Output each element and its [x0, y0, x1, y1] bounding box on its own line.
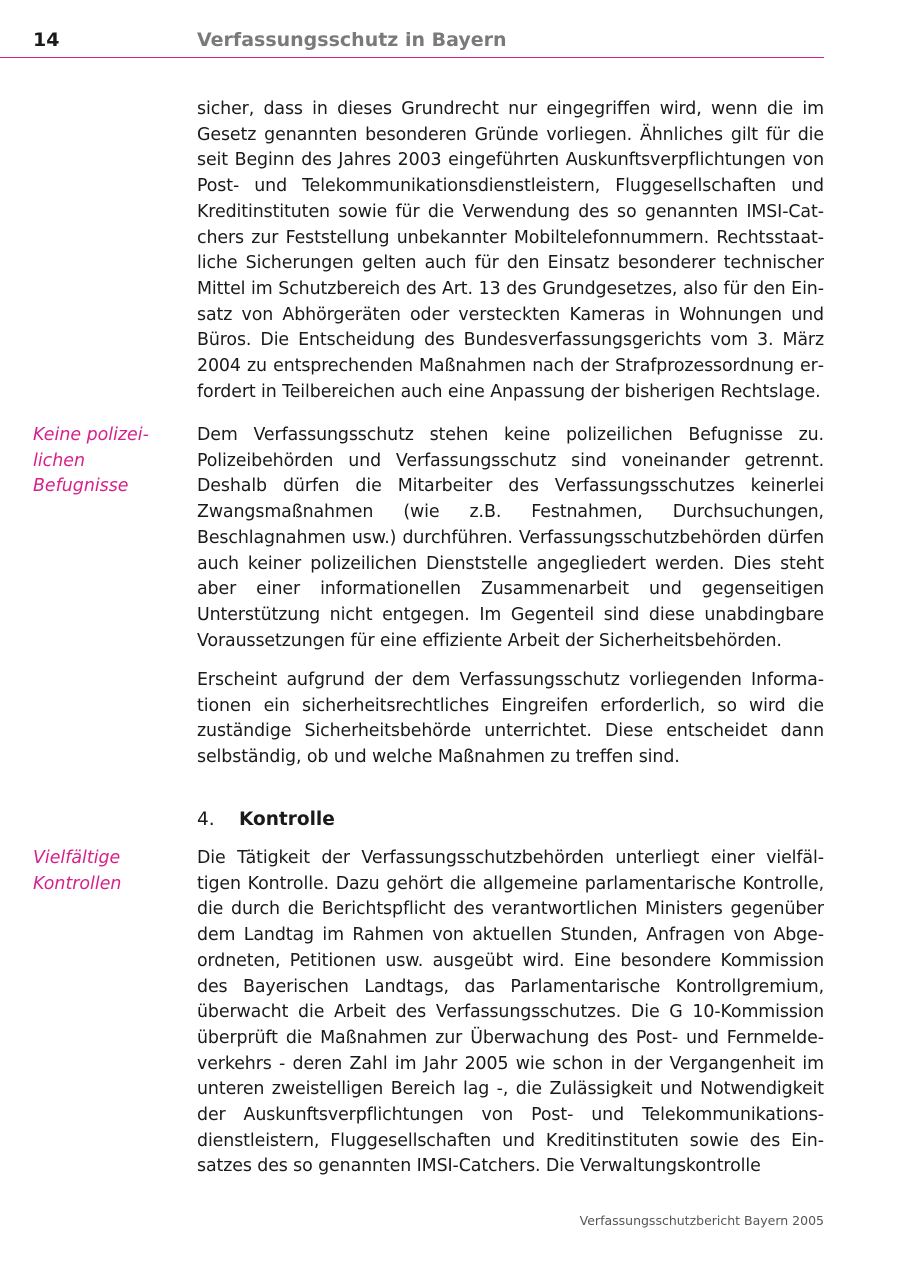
margin-note-line: lichen Befugnisse: [33, 450, 129, 497]
section-heading: [197, 807, 335, 833]
section-number: 4.: [197, 809, 215, 830]
margin-note-befugnisse: [33, 423, 183, 500]
paragraph-zusammenarbeit: Erscheint aufgrund der dem Verfassungsschutz vorliegenden Informationen ein sicherheitsrechtliches Eingreifen erforderlich, so wird die zuständige Sicherheitsbehörde unterrichtet. Diese entscheidet dann selbständig, ob und welche Maßnahmen zu treffen sind.: [197, 670, 824, 768]
margin-note-line: Vielfältige: [33, 848, 121, 868]
running-title: Verfassungsschutz in Bayern: [197, 29, 507, 51]
page-footer: Verfassungsschutzbericht Bayern 2005: [579, 1213, 824, 1228]
section-title: Kontrolle: [239, 809, 335, 830]
header-rule: [0, 57, 824, 58]
paragraph-3-container: [197, 668, 824, 771]
page-header: [0, 0, 900, 60]
margin-note-line: Kontrollen: [33, 873, 122, 894]
page-number: 14: [33, 29, 60, 51]
paragraph-1-container: [197, 97, 824, 405]
margin-note-kontrollen: [33, 846, 183, 897]
paragraph-2-container: [197, 423, 824, 654]
margin-note-line: Keine polizei-: [33, 425, 149, 445]
paragraph-grundrecht: sicher, dass in dieses Grundrecht nur eingegriffen wird, wenn die im Gesetz genannten besonderen Gründe vorliegen. Ähnliches gilt für die seit Beginn des Jahres 2003 eingeführten Auskunftsverpflichtungen von Post- und Telekommunikationsdienstleistern, Fluggesellschaften und Kreditinstituten sowie für die Verwendung des so genannten IMSI-Catchers zur Feststellung unbekannter Mobiltelefonnummern. Rechtsstaatliche Sicherungen gelten auch für den Einsatz besonderer technischer Mittel im Schutzbereich des Art. 13 des Grundgesetzes, also für den Einsatz von Abhörgeräten oder versteckten Kameras in Wohnungen und Büros. Die Entscheidung des Bundesverfassungsgerichts vom 3. März 2004 zu entsprechenden Maßnahmen nach der Strafprozessordnung erfordert in Teilbereichen auch eine Anpassung der bisherigen Rechtslage.: [197, 99, 824, 402]
paragraph-4-container: [197, 846, 824, 1180]
paragraph-kontrolle: Die Tätigkeit der Verfassungsschutzbehörden unterliegt einer vielfältigen Kontrolle. Dazu gehört die allgemeine parlamentarische Kontrolle, die durch die Berichtspflicht des verantwortlichen Ministers gegenüber dem Landtag im Rahmen von aktuellen Stunden, Anfragen von Abgeordneten, Petitionen usw. ausgeübt wird. Eine besondere Kommission des Bayerischen Landtags, das Parlamentarische Kontrollgremium, überwacht die Arbeit des Verfassungsschutzes. Die G 10-Kommission überprüft die Maßnahmen zur Überwachung des Post- und Fernmeldeverkehrs - deren Zahl im Jahr 2005 wie schon in der Vergangenheit im unteren zweistelligen Bereich lag -, die Zulässigkeit und Notwendigkeit der Auskunftsverpflichtungen von Post- und Telekommunikationsdienstleistern, Fluggesellschaften und Kreditinstituten sowie des Einsatzes des so genannten IMSI-Catchers. Die Verwaltungskontrolle: [197, 848, 824, 1177]
paragraph-befugnisse: Dem Verfassungsschutz stehen keine polizeilichen Befugnisse zu. Polizeibehörden und Verfassungsschutz sind voneinander getrennt. Deshalb dürfen die Mitarbeiter des Verfassungsschutzes keinerlei Zwangsmaßnahmen (wie z.B. Festnahmen, Durchsuchungen, Beschlagnahmen usw.) durchführen. Verfassungsschutzbehörden dürfen auch keiner polizeilichen Dienststelle angegliedert werden. Dies steht aber einer informationellen Zusammenarbeit und gegenseitigen Unterstützung nicht entgegen. Im Gegenteil sind diese unabdingbare Voraussetzungen für eine effiziente Arbeit der Sicherheitsbehörden.: [197, 425, 824, 651]
